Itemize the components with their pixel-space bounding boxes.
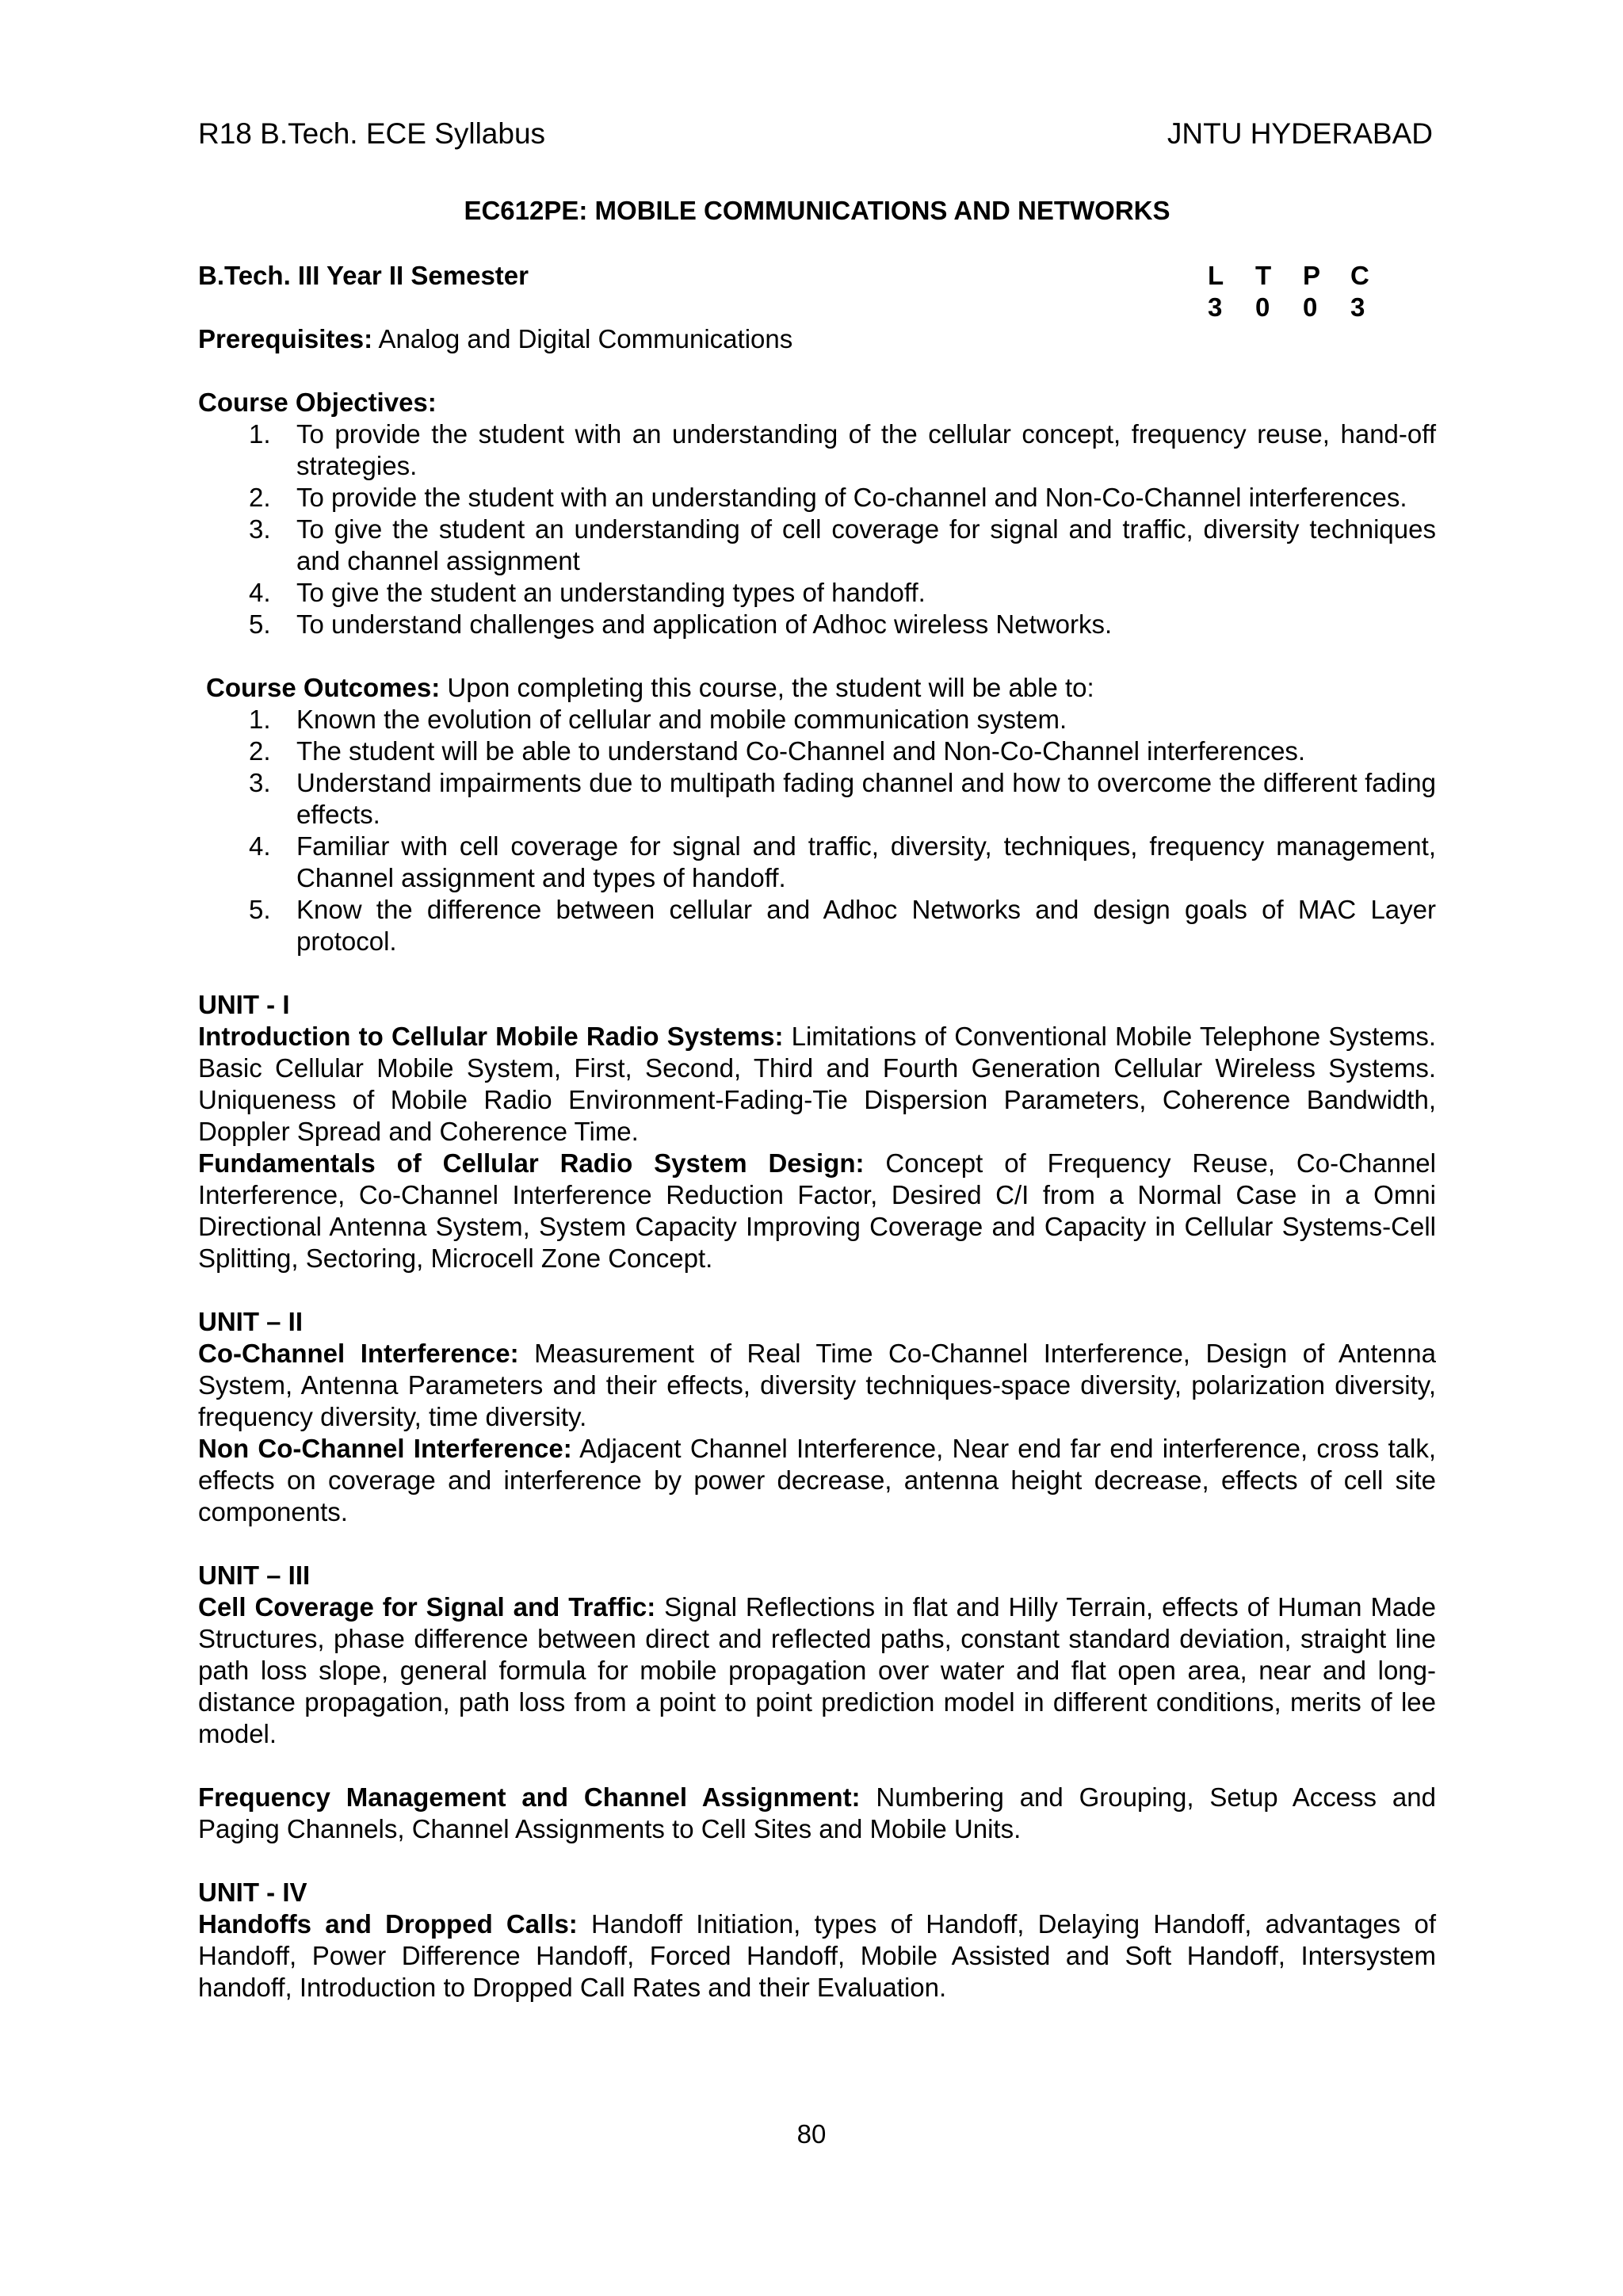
unit-title: UNIT - IV: [198, 1878, 307, 1907]
unit-title: UNIT - I: [198, 990, 290, 1019]
ltpc-value-l: 3: [1208, 292, 1223, 322]
ltpc-value-c: 3: [1350, 292, 1365, 322]
unit-3: [198, 1560, 1436, 1845]
prerequisites-label: Prerequisites:: [198, 324, 373, 353]
list-item: 3. To give the student an understanding of cell coverage for signal and traffic, diversity techniques and channel assignment: [249, 514, 1436, 575]
course-title: EC612PE: MOBILE COMMUNICATIONS AND NETWORKS: [464, 196, 1170, 225]
ltpc-labels-row: [1208, 260, 1398, 292]
header-university: JNTU HYDERABAD: [1167, 117, 1433, 150]
list-item: 2. The student will be able to understand Co-Channel and Non-Co-Channel interferences.: [249, 736, 1306, 766]
list-item: 5. Know the difference between cellular and Adhoc Networks and design goals of MAC Layer protocol.: [249, 895, 1436, 956]
ltpc-value-p: 0: [1303, 292, 1318, 322]
ltpc-table: [1208, 260, 1398, 323]
list-item: 5. To understand challenges and application of Adhoc wireless Networks.: [249, 609, 1113, 639]
semester-row: [198, 260, 1436, 323]
list-item: 4. To give the student an understanding types of handoff.: [249, 578, 926, 607]
header-syllabus-title: R18 B.Tech. ECE Syllabus: [198, 117, 546, 150]
unit-1: [198, 989, 1436, 1274]
prerequisites-text: Analog and Digital Communications: [378, 324, 793, 353]
unit-2: [198, 1306, 1436, 1528]
ltpc-label-t: T: [1255, 261, 1272, 290]
unit-title: UNIT – II: [198, 1307, 304, 1336]
objectives-heading: Course Objectives:: [198, 388, 437, 417]
ltpc-label-c: C: [1350, 261, 1369, 290]
list-item: 1. To provide the student with an understanding of the cellular concept, frequency reuse, hand-off strategies.: [249, 419, 1436, 480]
list-item: 4. Familiar with cell coverage for signal and traffic, diversity, techniques, frequency management, Channel assignment and types of handoff.: [249, 831, 1436, 892]
unit-paragraph: Non Co-Channel Interference: Adjacent Channel Interference, Near end far end interference, cross talk, effects on coverage and interference by power decrease, antenna height decrease, effects of cell site components.: [198, 1434, 1436, 1526]
unit-paragraph: Introduction to Cellular Mobile Radio Systems: Limitations of Conventional Mobile Telephone Systems. Basic Cellular Mobile System, First, Second, Third and Fourth Generation Cellular Wireless Systems. Uniqueness of Mobile Radio Environment-Fading-Tie Dispersion Parameters, Coherence Bandwidth, Doppler Spread and Coherence Time.: [198, 1022, 1436, 1146]
unit-paragraph: Handoffs and Dropped Calls: Handoff Initiation, types of Handoff, Delaying Handoff, advantages of Handoff, Power Difference Handoff, Forced Handoff, Mobile Assisted and Soft Handoff, Intersystem handoff, Introduction to Dropped Call Rates and their Evaluation.: [198, 1909, 1437, 2002]
ltpc-values-row: [1208, 292, 1398, 323]
page-number: 80: [796, 2119, 827, 2149]
unit-paragraph: Co-Channel Interference: Measurement of Real Time Co-Channel Interference, Design of Antenna System, Antenna Parameters and their effects, diversity techniques-space diversity, polarization diversity, frequency diversity, time diversity.: [198, 1339, 1436, 1431]
list-item: 2. To provide the student with an understanding of Co-channel and Non-Co-Channel interferences.: [249, 483, 1407, 512]
objectives-list: [198, 418, 1436, 640]
outcomes-intro: Upon completing this course, the student will be able to:: [447, 673, 1094, 702]
outcomes-label: Course Outcomes:: [206, 673, 441, 702]
outcomes-list: [198, 704, 1436, 957]
ltpc-value-t: 0: [1255, 292, 1270, 322]
unit-title: UNIT – III: [198, 1561, 311, 1590]
unit-4: [198, 1877, 1436, 2004]
prerequisites: [198, 323, 1436, 355]
unit-paragraph: Frequency Management and Channel Assignment: Numbering and Grouping, Setup Access and Paging Channels, Channel Assignments to Cell Sites and Mobile Units.: [198, 1782, 1436, 1843]
semester-label: B.Tech. III Year II Semester: [198, 261, 529, 290]
document-body: [198, 195, 1436, 2004]
outcomes-heading: [198, 672, 1436, 704]
unit-paragraph: Fundamentals of Cellular Radio System Design: Concept of Frequency Reuse, Co-Channel Interference, Co-Channel Interference Reduction Factor, Desired C/I from a Normal Case in a Omni Directional Antenna System, System Capacity Improving Coverage and Capacity in Cellular Systems-Cell Splitting, Sectoring, Microcell Zone Concept.: [198, 1148, 1436, 1273]
list-item: 3. Understand impairments due to multipath fading channel and how to overcome the different fading effects.: [249, 768, 1436, 829]
ltpc-label-p: P: [1303, 261, 1321, 290]
unit-paragraph: Cell Coverage for Signal and Traffic: Signal Reflections in flat and Hilly Terrain, effects of Human Made Structures, phase difference between direct and reflected paths, constant standard deviation, straight line path loss slope, general formula for mobile propagation over water and flat open area, near and long-distance propagation, path loss from a point to point prediction model in different conditions, merits of lee model.: [198, 1592, 1436, 1748]
page-header: [198, 117, 1433, 157]
ltpc-label-l: L: [1208, 261, 1224, 290]
list-item: 1. Known the evolution of cellular and mobile communication system.: [249, 705, 1067, 734]
